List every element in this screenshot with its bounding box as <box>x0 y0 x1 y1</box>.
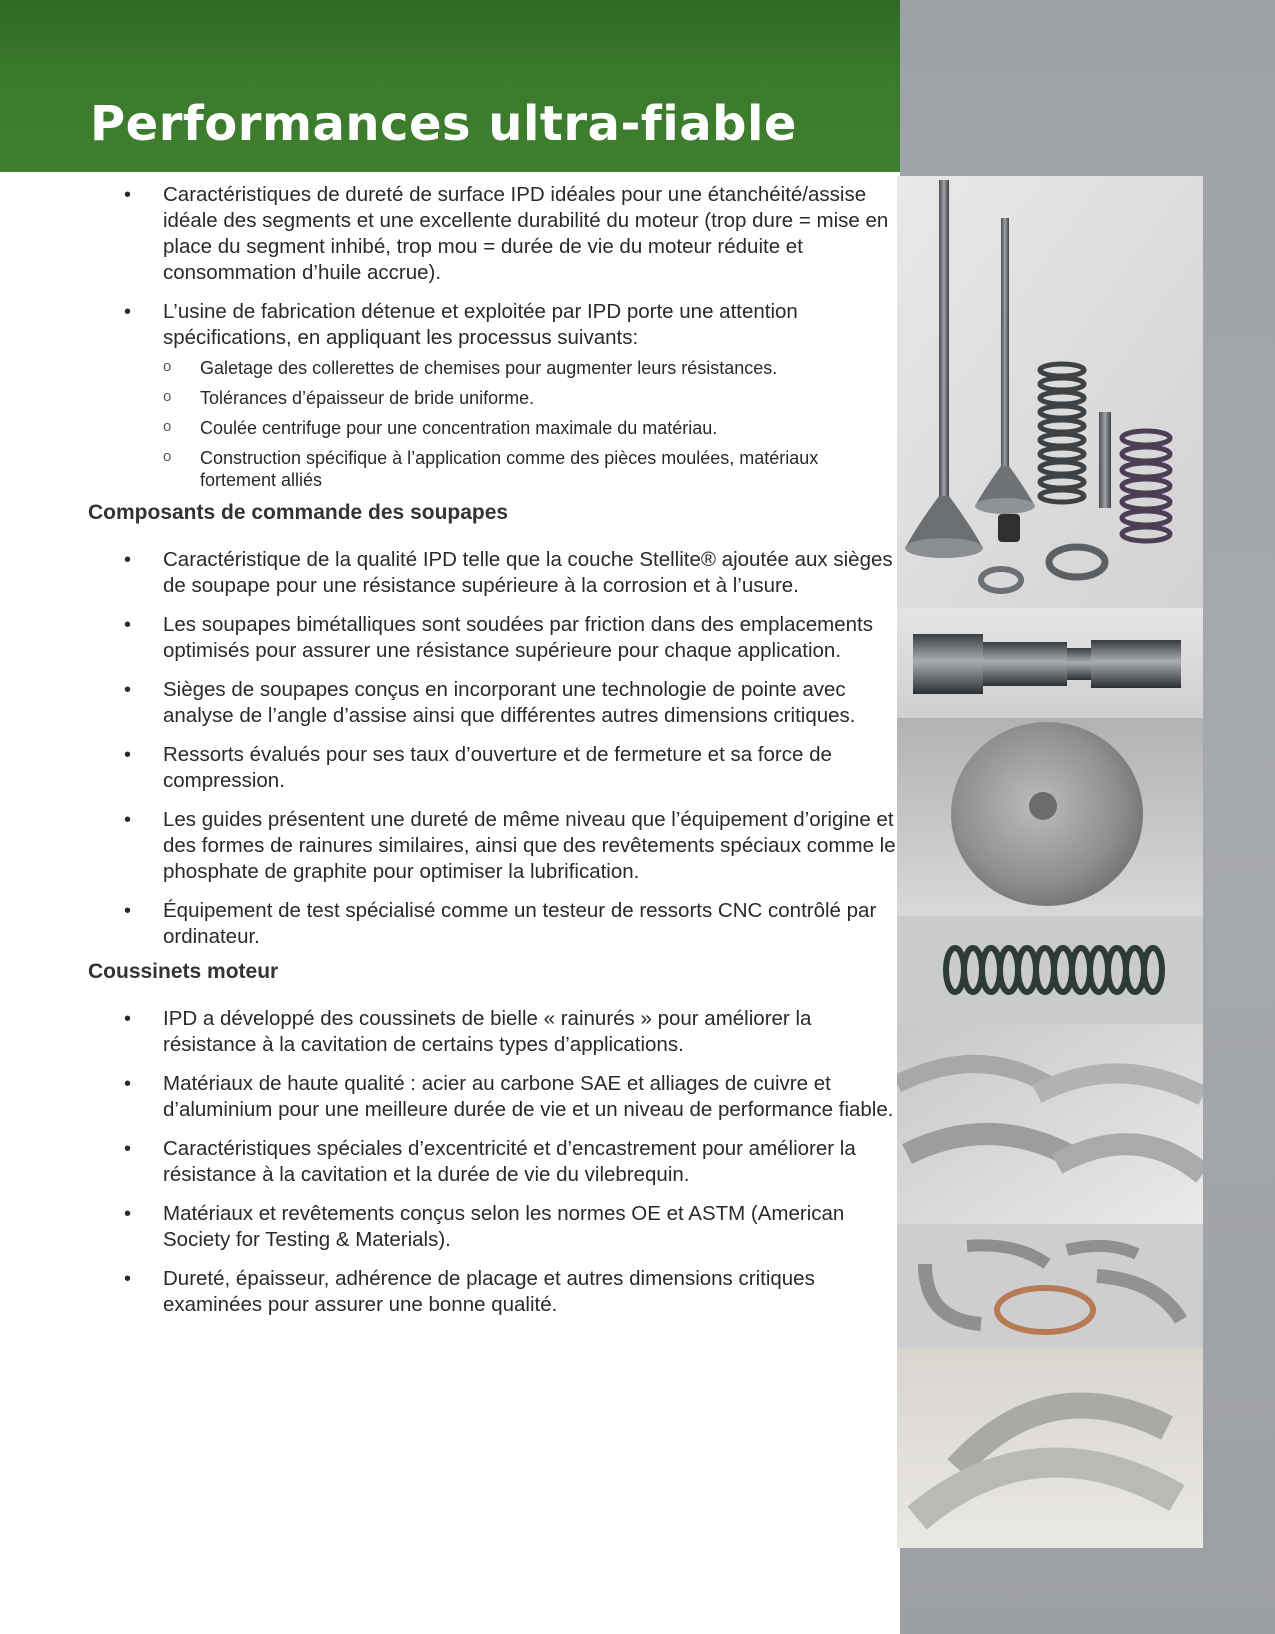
spring-photo <box>897 916 1203 1024</box>
list-item: • Caractéristiques spéciales d’excentricité et d’encastrement pour améliorer la résistance à la cavitation et la durée de vie du vilebrequin. <box>88 1136 898 1188</box>
list-item-text: Caractéristiques de dureté de surface IPD idéales pour une étanchéité/assise idéale des segments et une excellente durabilité du moteur (trop dure = mise en place du segment inhibé, trop mou = durée de vie du moteur réduite et consommation d’huile accrue). <box>163 183 889 284</box>
list-item: • Caractéristique de la qualité IPD telle que la couche Stellite® ajoutée aux sièges de soupape pour une résistance supérieure à la corrosion et à l’usure. <box>88 547 898 599</box>
page-title: Performances ultra-fiable <box>90 96 797 152</box>
list-item: • Ressorts évalués pour ses taux d’ouverture et de fermeture et sa force de compression. <box>88 742 898 794</box>
header-band <box>0 0 900 172</box>
product-photo-column <box>897 176 1203 1548</box>
valve-list <box>88 547 898 950</box>
list-item: • Matériaux et revêtements conçus selon les normes OE et ASTM (American Society for Testing & Materials). <box>88 1201 898 1253</box>
valves-springs-photo <box>897 176 1203 608</box>
bearing-shells-photo <box>897 1024 1203 1224</box>
bearing-section-heading: Coussinets moteur <box>88 960 279 983</box>
valve-head-photo <box>897 718 1203 916</box>
list-item: • IPD a développé des coussinets de bielle « rainurés » pour améliorer la résistance à la cavitation de certains types d’applications. <box>88 1006 898 1058</box>
list-item <box>88 299 898 491</box>
intro-list <box>88 182 898 491</box>
list-item <box>88 182 898 286</box>
sublist-item: o Tolérances d’épaisseur de bride uniforme. <box>163 387 898 409</box>
bearing-list <box>88 1006 898 1318</box>
sublist-item: o Construction spécifique à l’application comme des pièces moulées, matériaux fortement alliés <box>163 447 898 491</box>
bearing-set-photo <box>897 1224 1203 1348</box>
list-item: • Équipement de test spécialisé comme un testeur de ressorts CNC contrôlé par ordinateur. <box>88 898 898 950</box>
list-item: • Matériaux de haute qualité : acier au carbone SAE et alliages de cuivre et d’aluminium pour une meilleure durée de vie et un niveau de performance fiable. <box>88 1071 898 1123</box>
list-item: • Les soupapes bimétalliques sont soudées par friction dans des emplacements optimisés pour assurer une résistance supérieure pour chaque application. <box>88 612 898 664</box>
list-item-text: L’usine de fabrication détenue et exploitée par IPD porte une attention spécifications, en appliquant les processus suivants: <box>163 300 798 349</box>
list-item: • Les guides présentent une dureté de même niveau que l’équipement d’origine et des formes de rainures similaires, ainsi que des revêtements spéciaux comme le phosphate de graphite pour optimiser la lubrification. <box>88 807 898 885</box>
list-item: • Sièges de soupapes conçus en incorporant une technologie de pointe avec analyse de l’angle d’assise ainsi que différentes autres dimensions critiques. <box>88 677 898 729</box>
bearing-halves-photo <box>897 1348 1203 1548</box>
process-sublist <box>163 357 898 491</box>
valve-section-heading: Composants de commande des soupapes <box>88 501 509 524</box>
main-content <box>88 182 898 1331</box>
rocker-arm-photo <box>897 608 1203 718</box>
sublist-item: o Coulée centrifuge pour une concentration maximale du matériau. <box>163 417 898 439</box>
list-item: • Dureté, épaisseur, adhérence de placage et autres dimensions critiques examinées pour assurer une bonne qualité. <box>88 1266 898 1318</box>
sublist-item: o Galetage des collerettes de chemises pour augmenter leurs résistances. <box>163 357 898 379</box>
